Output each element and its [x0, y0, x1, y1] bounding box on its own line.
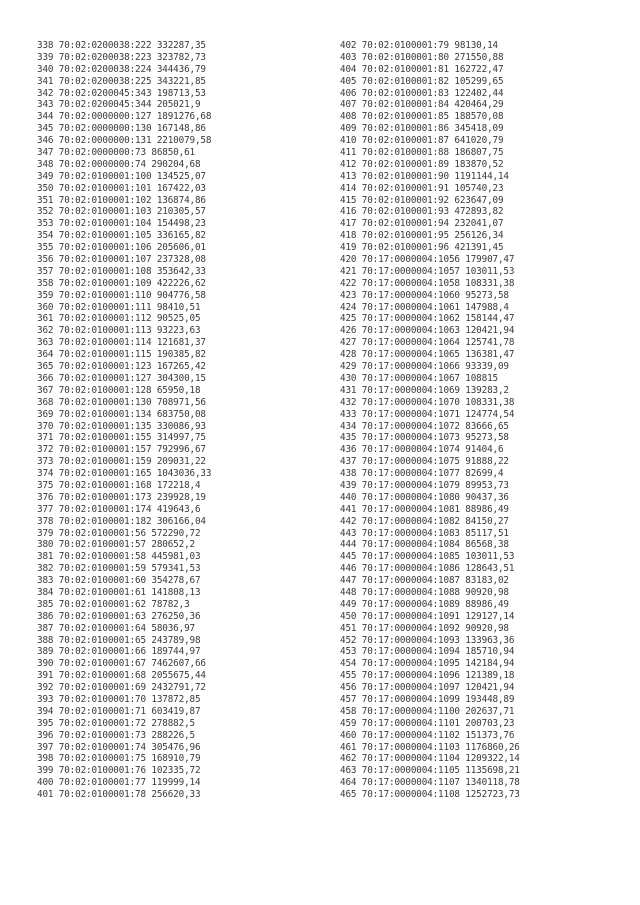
list-item: 397 70:02:0100001:74 305476,96 [37, 741, 201, 753]
list-item: 379 70:02:0100001:56 572290,72 [37, 527, 201, 539]
list-item: 347 70:02:0000000:73 86850,61 [37, 147, 195, 159]
list-item: 443 70:17:0000004:1083 85117,51 [340, 527, 509, 539]
list-item: 346 70:02:0000000:131 2210079,58 [37, 135, 212, 147]
list-item: 448 70:17:0000004:1088 90920,98 [340, 586, 509, 598]
list-item: 442 70:17:0000004:1082 84150,27 [340, 515, 509, 527]
list-item: 455 70:17:0000004:1096 121389,18 [340, 670, 515, 682]
list-item: 367 70:02:0100001:128 65950,18 [37, 384, 201, 396]
list-item: 419 70:02:0100001:96 421391,45 [340, 242, 504, 254]
list-item: 352 70:02:0100001:103 210305,57 [37, 206, 206, 218]
list-item: 413 70:02:0100001:90 1191144,14 [340, 170, 509, 182]
list-item: 382 70:02:0100001:59 579341,53 [37, 563, 201, 575]
list-item: 429 70:17:0000004:1066 93339,09 [340, 361, 509, 373]
list-item: 376 70:02:0100001:173 239928,19 [37, 491, 206, 503]
list-item: 345 70:02:0000000:130 167148,86 [37, 123, 206, 135]
list-item: 438 70:17:0000004:1077 82699,4 [340, 468, 504, 480]
list-item: 433 70:17:0000004:1071 124774,54 [340, 408, 515, 420]
list-item: 342 70:02:0200045:343 198713,53 [37, 87, 206, 99]
list-item: 407 70:02:0100001:84 420464,29 [340, 99, 504, 111]
list-item: 354 70:02:0100001:105 336165,82 [37, 230, 206, 242]
list-item: 359 70:02:0100001:110 904776,58 [37, 289, 206, 301]
list-item: 409 70:02:0100001:86 345418,09 [340, 123, 504, 135]
list-item: 445 70:17:0000004:1085 103011,53 [340, 551, 515, 563]
list-item: 435 70:17:0000004:1073 95273,58 [340, 432, 509, 444]
list-item: 368 70:02:0100001:130 708971,56 [37, 396, 206, 408]
list-item: 387 70:02:0100001:64 58036,97 [37, 622, 195, 634]
list-item: 437 70:17:0000004:1075 91888,22 [340, 456, 509, 468]
list-item: 386 70:02:0100001:63 276250,36 [37, 610, 201, 622]
list-item: 408 70:02:0100001:85 188570,08 [340, 111, 504, 123]
list-item: 400 70:02:0100001:77 119999,14 [37, 777, 201, 789]
list-item: 462 70:17:0000004:1104 1209322,14 [340, 753, 520, 765]
list-item: 416 70:02:0100001:93 472893,82 [340, 206, 504, 218]
list-item: 393 70:02:0100001:70 137872,85 [37, 693, 201, 705]
list-item: 461 70:17:0000004:1103 1176860,26 [340, 741, 520, 753]
list-item: 404 70:02:0100001:81 162722,47 [340, 63, 504, 75]
list-item: 452 70:17:0000004:1093 133963,36 [340, 634, 515, 646]
list-item: 370 70:02:0100001:135 330086,93 [37, 420, 206, 432]
list-item: 415 70:02:0100001:92 623647,09 [340, 194, 504, 206]
list-item: 383 70:02:0100001:60 354278,67 [37, 575, 201, 587]
list-item: 399 70:02:0100001:76 102335,72 [37, 765, 201, 777]
list-item: 418 70:02:0100001:95 256126,34 [340, 230, 504, 242]
list-item: 402 70:02:0100001:79 98130,14 [340, 40, 498, 51]
list-item: 362 70:02:0100001:113 93223,63 [37, 325, 201, 337]
list-item: 414 70:02:0100001:91 105740,23 [340, 182, 504, 194]
list-item: 389 70:02:0100001:66 189744,97 [37, 646, 201, 658]
list-item: 431 70:17:0000004:1069 139283,2 [340, 384, 509, 396]
list-item: 396 70:02:0100001:73 288226,5 [37, 729, 195, 741]
list-item: 357 70:02:0100001:108 353642,33 [37, 265, 206, 277]
list-item: 450 70:17:0000004:1091 129127,14 [340, 610, 515, 622]
list-item: 432 70:17:0000004:1070 108331,38 [340, 396, 515, 408]
list-item: 380 70:02:0100001:57 280652,2 [37, 539, 195, 551]
list-item: 459 70:17:0000004:1101 200703,23 [340, 717, 515, 729]
list-item: 439 70:17:0000004:1079 89953,73 [340, 479, 509, 491]
list-item: 446 70:17:0000004:1086 128643,51 [340, 563, 515, 575]
list-item: 365 70:02:0100001:123 167265,42 [37, 361, 206, 373]
list-item: 430 70:17:0000004:1067 108815 [340, 372, 498, 384]
list-item: 364 70:02:0100001:115 190385,82 [37, 349, 206, 361]
list-item: 338 70:02:0200038:222 332287,35 [37, 40, 206, 51]
list-item: 356 70:02:0100001:107 237328,08 [37, 254, 206, 266]
list-item: 363 70:02:0100001:114 121681,37 [37, 337, 206, 349]
list-item: 385 70:02:0100001:62 78782,3 [37, 598, 190, 610]
list-item: 420 70:17:0000004:1056 179907,47 [340, 254, 515, 266]
list-item: 366 70:02:0100001:127 304300,15 [37, 372, 206, 384]
list-item: 353 70:02:0100001:104 154498,23 [37, 218, 206, 230]
list-item: 358 70:02:0100001:109 422226,62 [37, 277, 206, 289]
list-item: 351 70:02:0100001:102 136874,86 [37, 194, 206, 206]
list-item: 411 70:02:0100001:88 186807,75 [340, 147, 504, 159]
list-item: 417 70:02:0100001:94 232041,07 [340, 218, 504, 230]
list-item: 421 70:17:0000004:1057 103011,53 [340, 265, 515, 277]
list-item: 391 70:02:0100001:68 2055675,44 [37, 670, 206, 682]
list-item: 348 70:02:0000000:74 290204,68 [37, 158, 201, 170]
list-item: 458 70:17:0000004:1100 202637,71 [340, 705, 515, 717]
list-item: 398 70:02:0100001:75 168910,79 [37, 753, 201, 765]
list-item: 401 70:02:0100001:78 256620,33 [37, 789, 201, 801]
list-item: 426 70:17:0000004:1063 120421,94 [340, 325, 515, 337]
list-item: 392 70:02:0100001:69 2432791,72 [37, 682, 206, 694]
list-item: 341 70:02:0200038:225 343221,85 [37, 75, 206, 87]
list-item: 378 70:02:0100001:182 306166,04 [37, 515, 206, 527]
list-item: 375 70:02:0100001:168 172218,4 [37, 479, 201, 491]
list-item: 454 70:17:0000004:1095 142184,94 [340, 658, 515, 670]
list-item: 361 70:02:0100001:112 90525,05 [37, 313, 201, 325]
list-item: 372 70:02:0100001:157 792996,67 [37, 444, 206, 456]
list-item: 422 70:17:0000004:1058 108331,38 [340, 277, 515, 289]
list-item: 369 70:02:0100001:134 683750,08 [37, 408, 206, 420]
list-item: 440 70:17:0000004:1080 90437,36 [340, 491, 509, 503]
list-item: 388 70:02:0100001:65 243789,98 [37, 634, 201, 646]
list-item: 355 70:02:0100001:106 205606,01 [37, 242, 206, 254]
list-item: 360 70:02:0100001:111 98410,51 [37, 301, 201, 313]
list-item: 436 70:17:0000004:1074 91404,6 [340, 444, 504, 456]
list-item: 381 70:02:0100001:58 445981,03 [37, 551, 201, 563]
list-item: 343 70:02:0200045:344 205021,9 [37, 99, 201, 111]
list-item: 460 70:17:0000004:1102 151373,76 [340, 729, 515, 741]
list-item: 410 70:02:0100001:87 641020,79 [340, 135, 504, 147]
list-item: 405 70:02:0100001:82 105299,65 [340, 75, 504, 87]
list-item: 371 70:02:0100001:155 314997,75 [37, 432, 206, 444]
list-item: 424 70:17:0000004:1061 147988,4 [340, 301, 509, 313]
list-item: 395 70:02:0100001:72 278882,5 [37, 717, 195, 729]
list-item: 465 70:17:0000004:1108 1252723,73 [340, 789, 520, 801]
list-item: 427 70:17:0000004:1064 125741,78 [340, 337, 515, 349]
list-item: 456 70:17:0000004:1097 120421,94 [340, 682, 515, 694]
list-item: 441 70:17:0000004:1081 88986,49 [340, 503, 509, 515]
list-item: 447 70:17:0000004:1087 83183,02 [340, 575, 509, 587]
list-item: 394 70:02:0100001:71 603419,87 [37, 705, 201, 717]
list-item: 425 70:17:0000004:1062 158144,47 [340, 313, 515, 325]
list-item: 434 70:17:0000004:1072 83666,65 [340, 420, 509, 432]
list-item: 344 70:02:0000000:127 1891276,68 [37, 111, 212, 123]
list-item: 428 70:17:0000004:1065 136381,47 [340, 349, 515, 361]
list-item: 444 70:17:0000004:1084 86568,38 [340, 539, 509, 551]
list-item: 340 70:02:0200038:224 344436,79 [37, 63, 206, 75]
right-column [340, 40, 520, 801]
list-item: 403 70:02:0100001:80 271550,88 [340, 51, 504, 63]
list-item: 350 70:02:0100001:101 167422,03 [37, 182, 206, 194]
list-item: 453 70:17:0000004:1094 185710,94 [340, 646, 515, 658]
list-item: 464 70:17:0000004:1107 1340118,78 [340, 777, 520, 789]
list-item: 412 70:02:0100001:89 183870,52 [340, 158, 504, 170]
list-item: 384 70:02:0100001:61 141808,13 [37, 586, 201, 598]
list-item: 373 70:02:0100001:159 209031,22 [37, 456, 206, 468]
list-item: 406 70:02:0100001:83 122402,44 [340, 87, 504, 99]
list-item: 457 70:17:0000004:1099 193448,89 [340, 693, 515, 705]
list-item: 377 70:02:0100001:174 419643,6 [37, 503, 201, 515]
list-item: 374 70:02:0100001:165 1043036,33 [37, 468, 212, 480]
list-item: 449 70:17:0000004:1089 88986,49 [340, 598, 509, 610]
list-item: 423 70:17:0000004:1060 95273,58 [340, 289, 509, 301]
list-item: 451 70:17:0000004:1092 90920,98 [340, 622, 509, 634]
list-item: 390 70:02:0100001:67 7462607,66 [37, 658, 206, 670]
list-item: 463 70:17:0000004:1105 1135698,21 [340, 765, 520, 777]
list-item: 339 70:02:0200038:223 323782,73 [37, 51, 206, 63]
left-column [37, 40, 211, 801]
list-item: 349 70:02:0100001:100 134525,07 [37, 170, 206, 182]
